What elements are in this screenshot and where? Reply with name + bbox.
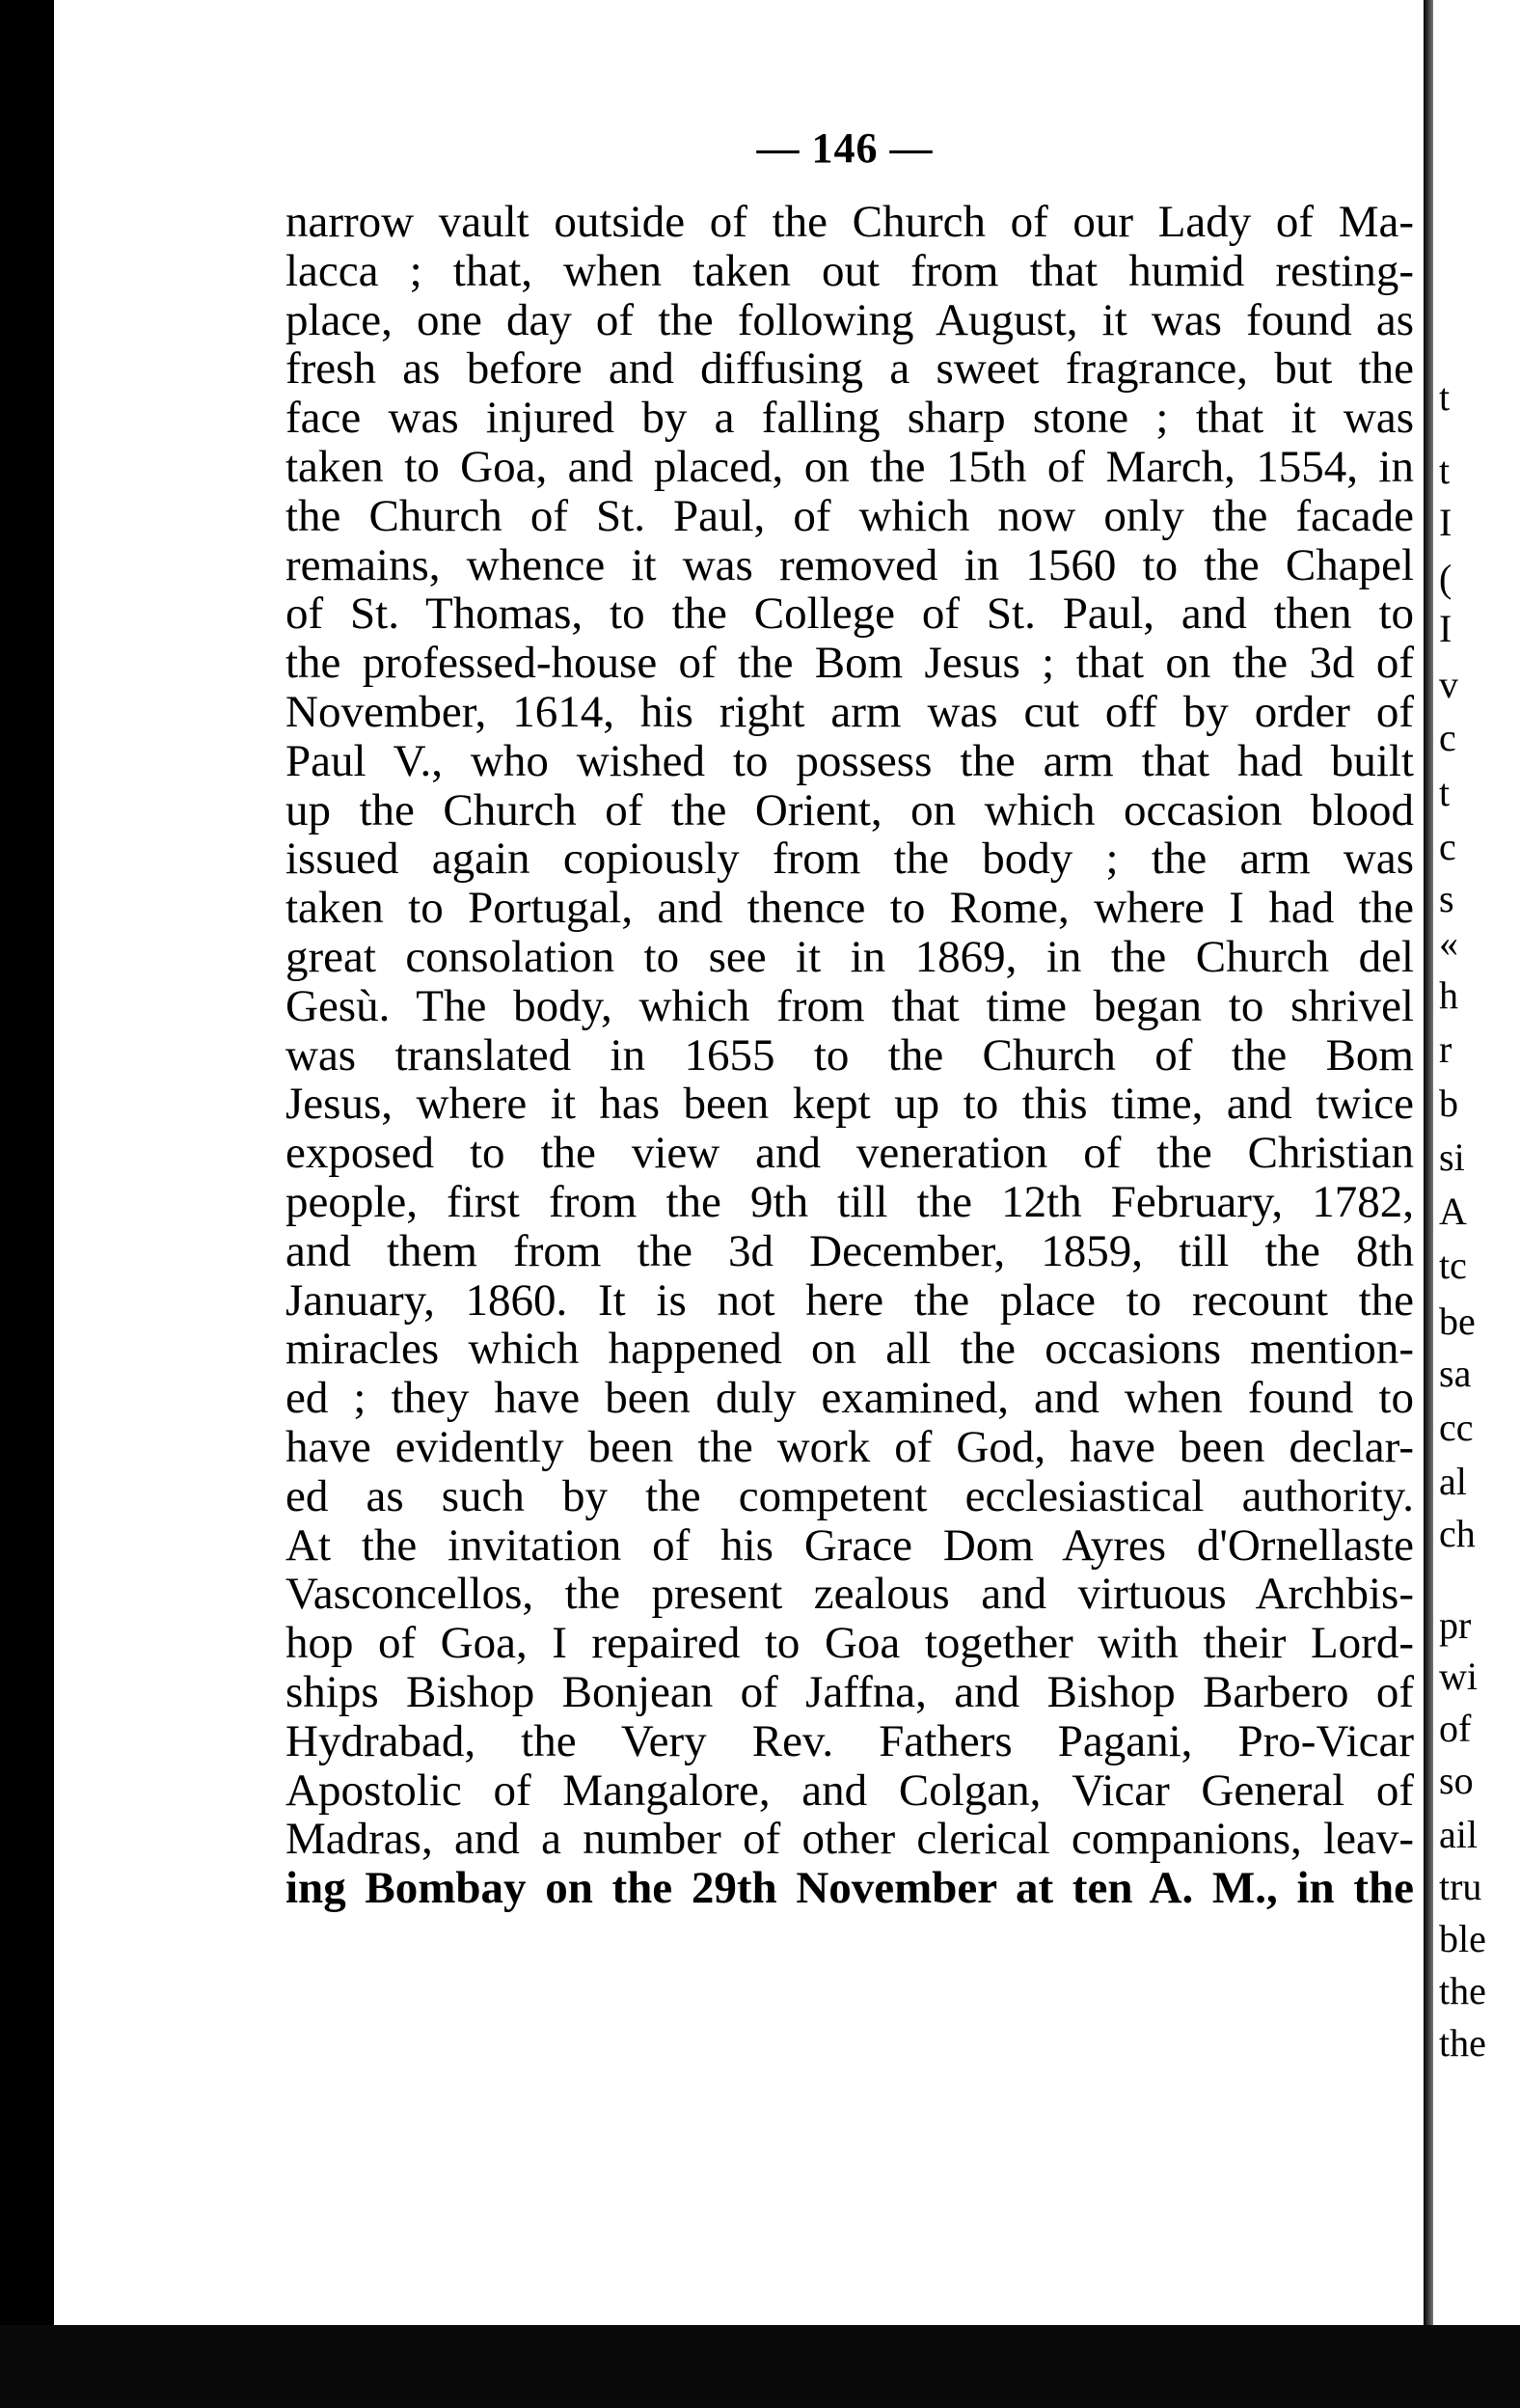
text-line: face was injured by a falling sharp stone ; that it was [285, 393, 1414, 444]
scan-bottom-border [0, 2325, 1520, 2408]
facing-page-fragment: ch [1439, 1512, 1476, 1555]
facing-page-fragment: t [1439, 771, 1451, 814]
facing-page-fragment: al [1439, 1460, 1467, 1503]
facing-page-edge [1424, 0, 1520, 2325]
facing-page-fragment: c [1439, 825, 1456, 868]
text-line: the professed-house of the Bom Jesus ; that on the 3d of [285, 638, 1414, 689]
text-line: ships Bishop Bonjean of Jaffna, and Bishop Barbero of [285, 1666, 1414, 1717]
scan-left-border [0, 0, 54, 2408]
facing-page-fragment: I [1439, 607, 1452, 650]
text-line: exposed to the view and veneration of the Christian [285, 1128, 1414, 1179]
body-text [285, 198, 1414, 1913]
text-line: hop of Goa, I repaired to Goa together with their Lord- [285, 1618, 1414, 1669]
text-line: taken to Portugal, and thence to Rome, where I had the [285, 883, 1414, 934]
facing-page-fragment: the [1439, 1969, 1486, 2012]
facing-page-fragment: A [1439, 1190, 1467, 1233]
text-line: Paul V., who wished to possess the arm that had built [285, 735, 1414, 786]
text-line: place, one day of the following August, it was found as [285, 294, 1414, 345]
facing-page-fragment: so [1439, 1759, 1474, 1802]
facing-page-fragment: c [1439, 716, 1456, 759]
text-line: At the invitation of his Grace Dom Ayres d'Ornellaste [285, 1519, 1414, 1571]
text-line: taken to Goa, and placed, on the 15th of March, 1554, in [285, 441, 1414, 492]
text-line: great consolation to see it in 1869, in the Church del [285, 931, 1414, 982]
text-line: have evidently been the work of God, have been declar- [285, 1421, 1414, 1472]
text-line: narrow vault outside of the Church of our Lady of Ma- [285, 197, 1414, 247]
facing-page-fragment: sa [1439, 1352, 1472, 1395]
text-line: Jesus, where it has been kept up to this time, and twice [285, 1079, 1414, 1130]
text-line: Hydrabad, the Very Rev. Fathers Pagani, Pro-Vicar [285, 1715, 1414, 1766]
text-line: Madras, and a number of other clerical companions, leav- [285, 1814, 1414, 1865]
text-line: fresh as before and diffusing a sweet fragrance, but the [285, 343, 1414, 395]
facing-page-fragment: pr [1439, 1603, 1472, 1647]
facing-page-fragment: I [1439, 501, 1452, 544]
text-line: Apostolic of Mangalore, and Colgan, Vicar General of [285, 1765, 1414, 1816]
facing-page-fragment: « [1439, 921, 1458, 965]
text-line: remains, whence it was removed in 1560 to the Chapel [285, 539, 1414, 590]
facing-page-fragment: h [1439, 973, 1458, 1017]
text-line: of St. Thomas, to the College of St. Paul, and then to [285, 588, 1414, 640]
facing-page-fragment: tc [1439, 1244, 1467, 1287]
text-line: ing Bombay on the 29th November at ten A. M., in the [285, 1863, 1414, 1914]
text-line: Gesù. The body, which from that time began to shrivel [285, 980, 1414, 1031]
page-number: — 146 — [756, 124, 934, 172]
facing-page-fragment: cc [1439, 1406, 1474, 1449]
text-line: miracles which happened on all the occasions mention- [285, 1324, 1414, 1375]
facing-page-spine [1424, 0, 1433, 2325]
book-page [54, 0, 1424, 2325]
facing-page-fragment: ail [1439, 1813, 1478, 1856]
facing-page-fragment: tru [1439, 1865, 1482, 1908]
text-line: Vasconcellos, the present zealous and virtuous Archbis- [285, 1569, 1414, 1620]
facing-page-fragment: t [1439, 375, 1451, 419]
text-line: the Church of St. Paul, of which now only the facade [285, 490, 1414, 541]
text-line: up the Church of the Orient, on which occasion blood [285, 784, 1414, 835]
facing-page-fragment: s [1439, 877, 1454, 920]
facing-page-fragment: ( [1439, 557, 1452, 600]
text-line: November, 1614, his right arm was cut off by order of [285, 686, 1414, 737]
facing-page-fragment: si [1439, 1136, 1465, 1179]
facing-page-fragment: wi [1439, 1655, 1478, 1698]
text-line: ed ; they have been duly examined, and when found to [285, 1373, 1414, 1424]
text-line: and them from the 3d December, 1859, till the 8th [285, 1225, 1414, 1276]
text-line: issued again copiously from the body ; the arm was [285, 834, 1414, 885]
text-line: was translated in 1655 to the Church of the Bom [285, 1029, 1414, 1081]
facing-page-fragment: ble [1439, 1917, 1486, 1960]
text-line: lacca ; that, when taken out from that humid resting- [285, 245, 1414, 296]
facing-page-fragment: of [1439, 1707, 1472, 1750]
facing-page-fragment: v [1439, 663, 1458, 706]
text-line: January, 1860. It is not here the place to recount the [285, 1274, 1414, 1326]
text-line: people, first from the 9th till the 12th February, 1782, [285, 1176, 1414, 1227]
facing-page-fragment: r [1439, 1027, 1452, 1071]
facing-page-fragment: be [1439, 1300, 1476, 1343]
facing-page-fragment: t [1439, 449, 1451, 492]
text-line: ed as such by the competent ecclesiastical authority. [285, 1470, 1414, 1521]
facing-page-fragment: b [1439, 1081, 1458, 1125]
facing-page-fragment: the [1439, 2021, 1486, 2065]
